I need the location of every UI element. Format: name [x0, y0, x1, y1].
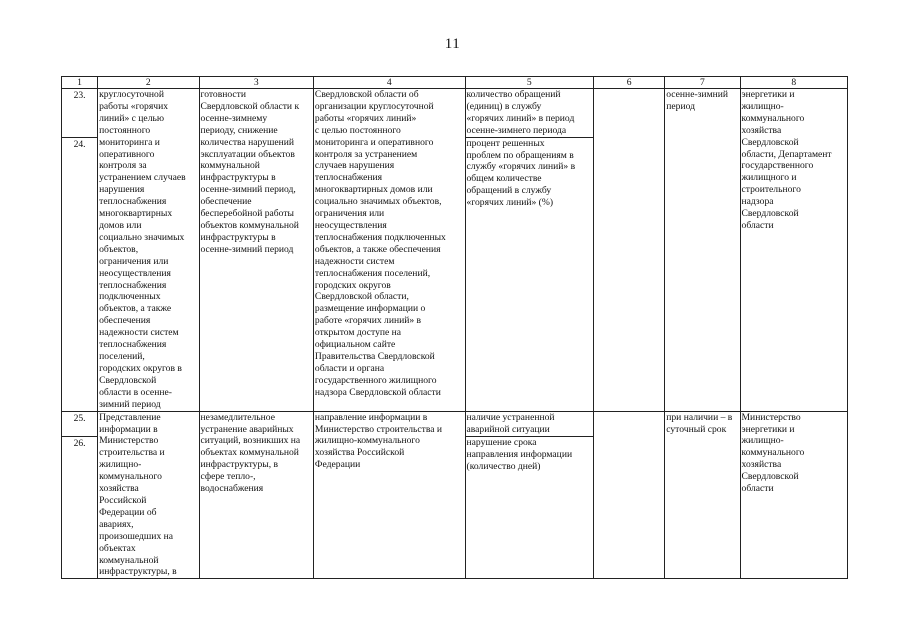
responsible-cell: Министерство энергетики и жилищно- коммунального хозяйства Свердловской области	[740, 411, 847, 579]
deadline-cell: осенне-зимний период	[665, 89, 740, 412]
column-header: 1	[62, 77, 98, 89]
action-cell: направление информации в Министерство строительства и жилищно-коммунального хозяйства Российской Федерации	[313, 411, 465, 579]
activity-cell: круглосуточной работы «горячих линий» с целью постоянного мониторинга и оперативного контроля за устранением случаев нарушения теплоснабжения многоквартирных домов или социально значимых объектов, ограничения или неосуществления теплоснабжения подключенных объектов, а также обеспечения надежности систем теплоснабжения поселений, городских округов в Свердловской области в осенне- зимний период	[98, 89, 199, 412]
column-header: 3	[199, 77, 313, 89]
column-header: 2	[98, 77, 199, 89]
row-number: 26.	[62, 437, 98, 579]
action-cell: Свердловской области об организации круглосуточной работы «горячих линий» с целью постоянного мониторинга и оперативного контроля за устранением случаев нарушения теплоснабжения многоквартирных домов или социально значимых объектов, ограничения или неосуществления теплоснабжения подключенных объектов, а также обеспечения надежности систем теплоснабжения поселений, городских округов Свердловской области, размещение информации о работе «горячих линий» в открытом доступе на официальном сайте Правительства Свердловской области и органа государственного жилищного надзора Свердловской области	[313, 89, 465, 412]
column-header: 8	[740, 77, 847, 89]
indicator-cell: наличие устраненной аварийной ситуации	[465, 411, 593, 436]
row-number: 23.	[62, 89, 98, 138]
responsible-cell: энергетики и жилищно- коммунального хозяйства Свердловской области, Департамент государственного жилищного и строительного надзора Свердловской области	[740, 89, 847, 412]
column-header: 5	[465, 77, 593, 89]
page-number: 11	[444, 36, 461, 52]
deadline-cell: при наличии – в суточный срок	[665, 411, 740, 579]
result-cell: незамедлительное устранение аварийных ситуаций, возникших на объектах коммунальной инфраструктуры, в сфере тепло-, водоснабжения	[199, 411, 313, 579]
indicator-cell: количество обращений (единиц) в службу «горячих линий» в период осенне-зимнего периода	[465, 89, 593, 138]
empty-cell	[593, 89, 664, 412]
header-row	[62, 77, 848, 89]
column-header: 4	[313, 77, 465, 89]
row-number: 25.	[62, 411, 98, 436]
empty-cell	[593, 411, 664, 579]
indicator-cell: нарушение срока направления информации (количество дней)	[465, 437, 593, 579]
activity-cell: Представление информации в Министерство строительства и жилищно- коммунального хозяйства Российской Федерации об авариях, произошедших на объектах коммунальной инфраструктуры, в	[98, 411, 199, 579]
table-row	[62, 89, 848, 138]
column-header: 6	[593, 77, 664, 89]
result-cell: готовности Свердловской области к осенне-зимнему периоду, снижение количества нарушений эксплуатации объектов коммунальной инфраструктуры в осенне-зимний период, обеспечение бесперебойной работы объектов коммунальной инфраструктуры в осенне-зимний период	[199, 89, 313, 412]
table-row	[62, 411, 848, 436]
row-number: 24.	[62, 137, 98, 411]
program-table	[61, 76, 848, 579]
column-header: 7	[665, 77, 740, 89]
indicator-cell: процент решенных проблем по обращениям в службу «горячих линий» в общем количестве обращений в службу «горячих линий» (%)	[465, 137, 593, 411]
